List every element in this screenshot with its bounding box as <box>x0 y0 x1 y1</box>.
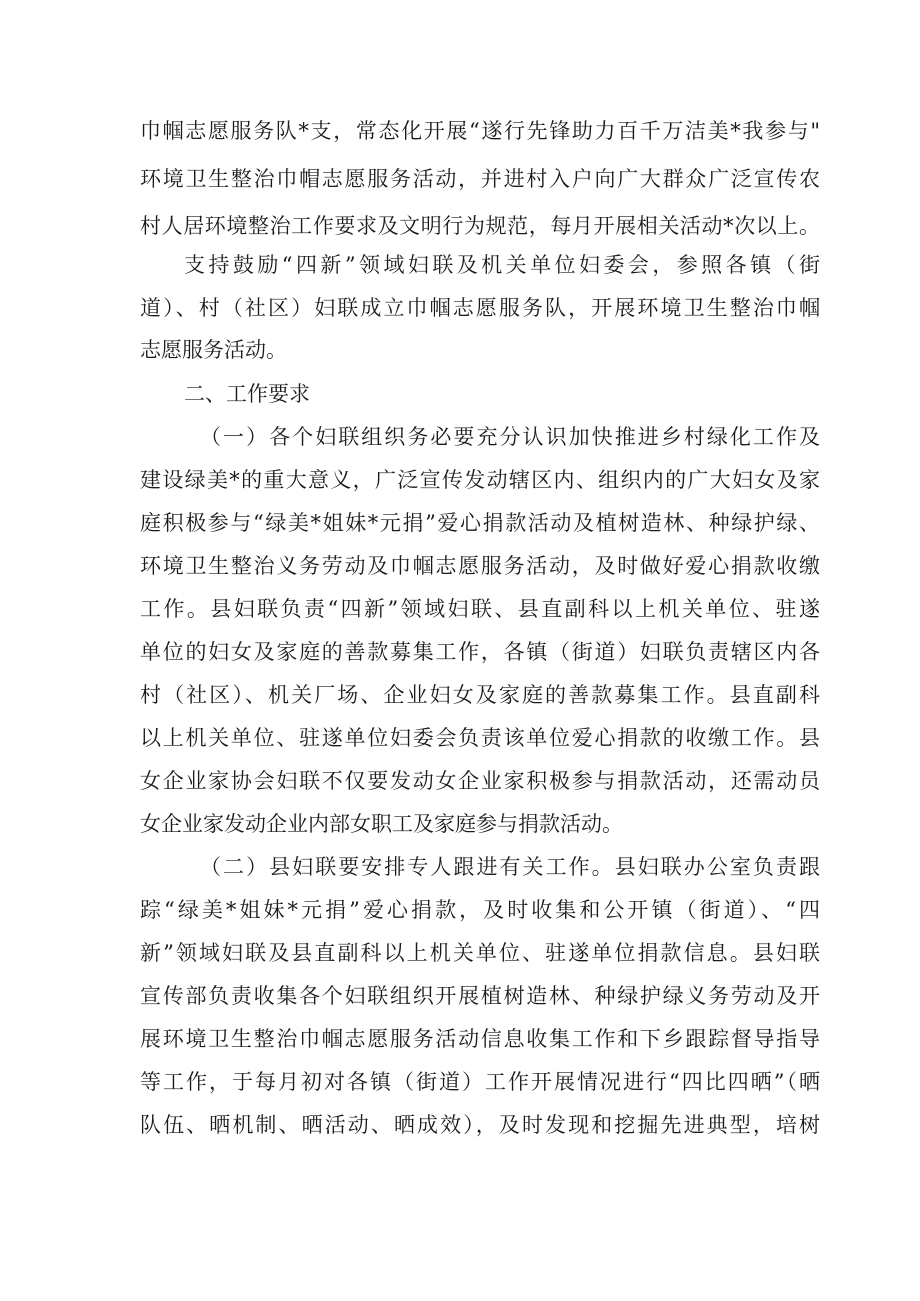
text-line: 等工作，于每月初对各镇（街道）工作开展情况进行“四比四晒”（晒 <box>140 1070 820 1094</box>
text-line: 以上机关单位、驻遂单位妇委会负责该单位爱心捐款的收缴工作。县 <box>140 726 820 750</box>
text-line: 庭积极参与“绿美*姐妹*元捐”爱心捐款活动及植树造林、种绿护绿、 <box>140 511 820 535</box>
text-line: 道）、村（社区）妇联成立巾帼志愿服务队，开展环境卫生整治巾帼 <box>140 296 820 320</box>
text-line: 队伍、晒机制、晒活动、晒成效），及时发现和挖掘先进典型，培树 <box>140 1113 820 1137</box>
section-heading: 二、工作要求 <box>184 382 310 406</box>
paragraph-start-line: （二）县妇联要安排专人跟进有关工作。县妇联办公室负责跟 <box>200 855 820 879</box>
text-line: 志愿服务活动。 <box>140 338 287 362</box>
text-line: 宣传部负责收集各个妇联组织开展植树造林、种绿护绿义务劳动及开 <box>140 984 820 1008</box>
text-line: 展环境卫生整治巾帼志愿服务活动信息收集工作和下乡跟踪督导指导 <box>140 1027 820 1051</box>
paragraph-start-line: （一）各个妇联组织务必要充分认识加快推进乡村绿化工作及 <box>200 425 820 449</box>
paragraph-start-line: 支持鼓励“四新”领域妇联及机关单位妇委会，参照各镇（街 <box>184 253 820 277</box>
text-line: 环境卫生整治巾帽志愿服务活动，并进村入户向广大群众广泛宣传农 <box>140 167 820 191</box>
text-line: 村人居环境整治工作要求及文明行为规范，每月开展相关活动*次以上。 <box>140 214 820 238</box>
text-line: 单位的妇女及家庭的善款募集工作，各镇（街道）妇联负责辖区内各 <box>140 640 820 664</box>
text-line: 环境卫生整治义务劳动及巾帼志愿服务活动，及时做好爱心捐款收缴 <box>140 554 820 578</box>
text-line: 女企业家协会妇联不仅要发动女企业家积极参与捐款活动，还需动员 <box>140 769 820 793</box>
text-line: 建设绿美*的重大意义，广泛宣传发动辖区内、组织内的广大妇女及家 <box>140 468 820 492</box>
text-line: 工作。县妇联负责“四新”领域妇联、县直副科以上机关单位、驻遂 <box>140 597 820 621</box>
text-line: 踪“绿美*姐妹*元捐”爱心捐款，及时收集和公开镇（街道）、“四 <box>140 898 820 922</box>
text-line: 女企业家发动企业内部女职工及家庭参与捐款活动。 <box>140 812 623 836</box>
text-line: 新”领域妇联及县直副科以上机关单位、驻遂单位捐款信息。县妇联 <box>140 941 820 965</box>
text-line: 村（社区）、机关厂场、企业妇女及家庭的善款募集工作。县直副科 <box>140 683 820 707</box>
text-line: 巾帼志愿服务队*支，常态化开展“遂行先锋助力百千万洁美*我参与" <box>140 119 820 143</box>
